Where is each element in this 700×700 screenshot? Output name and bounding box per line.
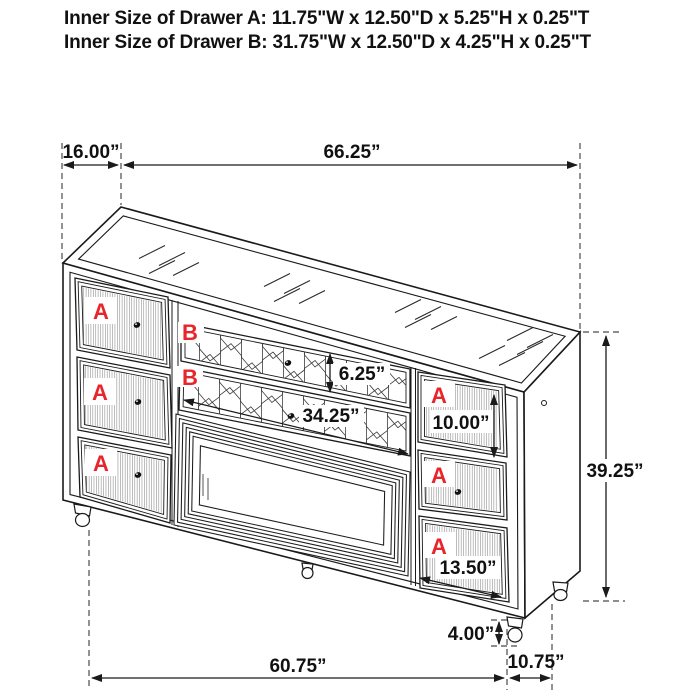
dim-label-side-depth: 10.75” xyxy=(507,652,565,673)
cabinet-leg xyxy=(507,617,523,628)
dim-label-mid-width: 34.25” xyxy=(302,406,360,427)
cabinet-leg-foot xyxy=(76,514,90,527)
drawer-b2-label: B xyxy=(182,365,198,390)
drawer-b1-label: B xyxy=(182,320,198,345)
drawer-a3-label: A xyxy=(93,451,109,476)
dim-label-b-height: 6.25” xyxy=(338,364,386,385)
dim-label-a-height: 10.00” xyxy=(432,413,490,434)
title-line-drawer-b: Inner Size of Drawer B: 31.75"W x 12.50"D x 4.25"H x 0.25"T xyxy=(64,32,591,53)
cabinet-leg-foot xyxy=(302,568,313,579)
dim-label-base-width: 60.75” xyxy=(269,656,327,677)
cabinet-leg-foot xyxy=(508,628,522,642)
drawer-a1-label: A xyxy=(93,299,109,324)
title-line-drawer-a: Inner Size of Drawer A: 11.75"W x 12.50"D x 5.25"H x 0.25"T xyxy=(64,8,590,29)
dim-label-left-depth: 16.00” xyxy=(62,142,120,163)
dim-label-top-width: 66.25” xyxy=(323,142,381,163)
drawer-a5-label: A xyxy=(431,463,447,488)
drawer-a6-label: A xyxy=(431,534,447,559)
drawer-a4-label: A xyxy=(431,383,447,408)
drawer-a2-label: A xyxy=(92,380,108,405)
cabinet-leg-foot xyxy=(554,590,567,601)
dim-label-leg-height: 4.00” xyxy=(447,624,495,645)
dim-label-a-width: 13.50” xyxy=(439,558,497,579)
dim-label-height: 39.25” xyxy=(586,461,644,482)
